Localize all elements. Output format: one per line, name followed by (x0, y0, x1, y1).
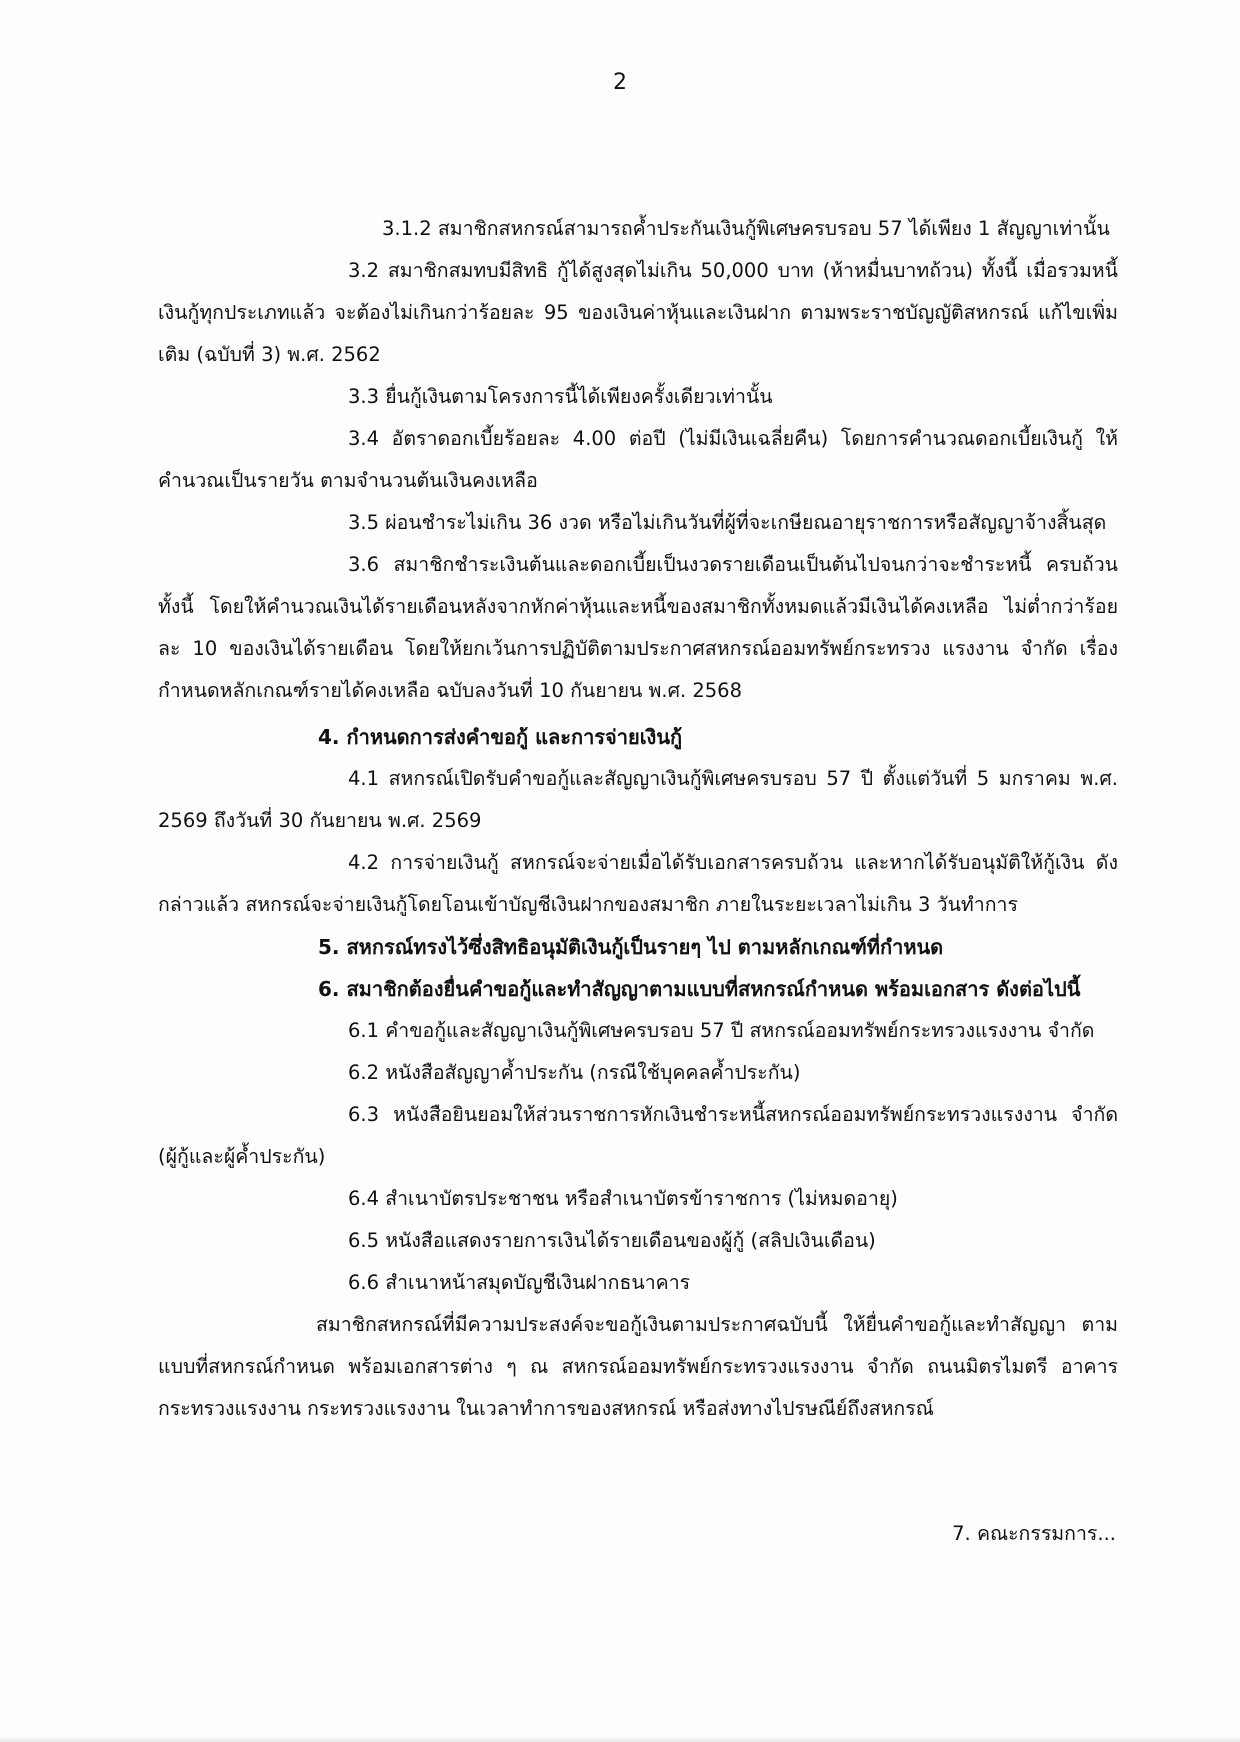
section-heading-6: 6. สมาชิกต้องยื่นคำขอกู้และทำสัญญาตามแบบที่สหกรณ์กำหนด พร้อมเอกสาร ดังต่อไปนี้ (318, 977, 1081, 1001)
clause-3-6: 3.6 สมาชิกชำระเงินต้นและดอกเบี้ยเป็นงวดรายเดือนเป็นต้นไปจนกว่าจะชำระหนี้ ครบถ้วน ทั้งนี้ โดยให้คำนวณเงินได้รายเดือนหลังจากหักค่าหุ้นและหนี้ของสมาชิกทั้งหมดแล้วมีเงินได้คงเหลือ ไม่ต่ำกว่าร้อยละ 10 ของเงินได้รายเดือน โดยให้ยกเว้นการปฏิบัติตามประกาศสหกรณ์ออมทรัพย์กระทรวง แรงงาน จำกัด เรื่อง กำหนดหลักเกณฑ์รายได้คงเหลือ ฉบับลงวันที่ 10 กันยายน พ.ศ. 2568 (158, 553, 1118, 702)
continued-marker: 7. คณะกรรมการ... (952, 1522, 1116, 1545)
clause-6-3: 6.3 หนังสือยินยอมให้ส่วนราชการหักเงินชำระหนี้สหกรณ์ออมทรัพย์กระทรวงแรงงาน จำกัด (ผู้กู้และผู้ค้ำประกัน) (158, 1103, 1118, 1168)
clause-3-5: 3.5 ผ่อนชำระไม่เกิน 36 งวด หรือไม่เกินวันที่ผู้ที่จะเกษียณอายุราชการหรือสัญญาจ้างสิ้นสุด (348, 511, 1107, 534)
clause-6-4: 6.4 สำเนาบัตรประชาชน หรือสำเนาบัตรข้าราชการ (ไม่หมดอายุ) (348, 1187, 898, 1210)
scan-edge (0, 1736, 1240, 1742)
clause-6-1: 6.1 คำขอกู้และสัญญาเงินกู้พิเศษครบรอบ 57 ปี สหกรณ์ออมทรัพย์กระทรวงแรงงาน จำกัด (348, 1019, 1095, 1042)
clause-3-1-2: 3.1.2 สมาชิกสหกรณ์สามารถค้ำประกันเงินกู้พิเศษครบรอบ 57 ได้เพียง 1 สัญญาเท่านั้น (382, 217, 1110, 240)
clause-6-5: 6.5 หนังสือแสดงรายการเงินได้รายเดือนของผู้กู้ (สลิปเงินเดือน) (348, 1229, 876, 1252)
clause-3-3: 3.3 ยื่นกู้เงินตามโครงการนี้ได้เพียงครั้งเดียวเท่านั้น (348, 385, 773, 408)
closing-paragraph: สมาชิกสหกรณ์ที่มีความประสงค์จะขอกู้เงินตามประกาศฉบับนี้ ให้ยื่นคำขอกู้และทำสัญญา ตามแบบที่สหกรณ์กำหนด พร้อมเอกสารต่าง ๆ ณ สหกรณ์ออมทรัพย์กระทรวงแรงงาน จำกัด ถนนมิตรไมตรี อาคารกระทรวงแรงงาน กระทรวงแรงงาน ในเวลาทำการของสหกรณ์ หรือส่งทางไปรษณีย์ถึงสหกรณ์ (158, 1313, 1118, 1420)
clause-3-4: 3.4 อัตราดอกเบี้ยร้อยละ 4.00 ต่อปี (ไม่มีเงินเฉลี่ยคืน) โดยการคำนวณดอกเบี้ยเงินกู้ ให้คำนวณเป็นรายวัน ตามจำนวนต้นเงินคงเหลือ (158, 427, 1118, 492)
clause-3-2: 3.2 สมาชิกสมทบมีสิทธิ กู้ได้สูงสุดไม่เกิน 50,000 บาท (ห้าหมื่นบาทถ้วน) ทั้งนี้ เมื่อรวมหนี้เงินกู้ทุกประเภทแล้ว จะต้องไม่เกินกว่าร้อยละ 95 ของเงินค่าหุ้นและเงินฝาก ตามพระราชบัญญัติสหกรณ์ แก้ไขเพิ่มเติม (ฉบับที่ 3) พ.ศ. 2562 (158, 259, 1118, 366)
section-heading-4: 4. กำหนดการส่งคำขอกู้ และการจ่ายเงินกู้ (318, 725, 683, 749)
clause-4-2: 4.2 การจ่ายเงินกู้ สหกรณ์จะจ่ายเมื่อได้รับเอกสารครบถ้วน และหากได้รับอนุมัติให้กู้เงิน ดังกล่าวแล้ว สหกรณ์จะจ่ายเงินกู้โดยโอนเข้าบัญชีเงินฝากของสมาชิก ภายในระยะเวลาไม่เกิน 3 วันทำการ (158, 851, 1118, 916)
document-body (158, 208, 1118, 1430)
section-heading-5: 5. สหกรณ์ทรงไว้ซึ่งสิทธิอนุมัติเงินกู้เป็นรายๆ ไป ตามหลักเกณฑ์ที่กำหนด (318, 935, 944, 959)
clause-6-2: 6.2 หนังสือสัญญาค้ำประกัน (กรณีใช้บุคคลค้ำประกัน) (348, 1061, 801, 1084)
clause-4-1: 4.1 สหกรณ์เปิดรับคำขอกู้และสัญญาเงินกู้พิเศษครบรอบ 57 ปี ตั้งแต่วันที่ 5 มกราคม พ.ศ. 2569 ถึงวันที่ 30 กันยายน พ.ศ. 2569 (158, 767, 1118, 832)
clause-6-6: 6.6 สำเนาหน้าสมุดบัญชีเงินฝากธนาคาร (348, 1271, 691, 1294)
page-number: 2 (613, 70, 627, 95)
